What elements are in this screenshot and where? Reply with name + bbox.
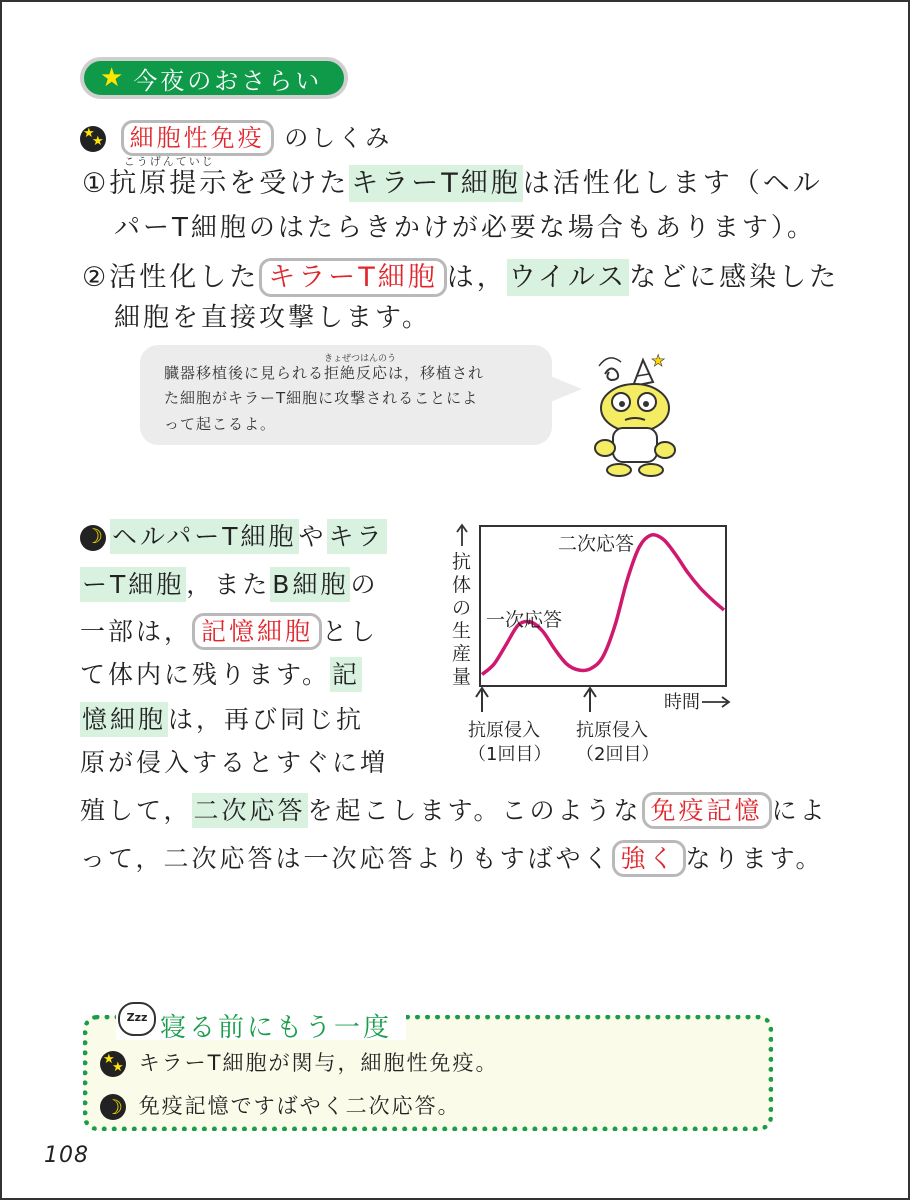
antibody-production-chart bbox=[440, 516, 760, 776]
section2-text: 一部は， bbox=[80, 617, 193, 646]
y-axis-arrow bbox=[457, 525, 467, 546]
frog-head bbox=[601, 384, 669, 432]
item2-text-c: などに感染した bbox=[629, 262, 840, 293]
section2-line3 bbox=[80, 613, 378, 650]
hat-star-icon: ★ bbox=[651, 352, 666, 370]
section2-line5 bbox=[80, 707, 364, 732]
section-title: 今夜のおさらい bbox=[133, 66, 323, 95]
section2-text: や bbox=[298, 522, 327, 551]
highlight-helper-t-cell: ヘルパーT細胞 bbox=[110, 519, 299, 554]
item2-line1 bbox=[82, 258, 839, 297]
y-axis-label-char: の bbox=[452, 597, 472, 619]
ruby-antigen-presentation bbox=[109, 155, 230, 199]
highlight-memory-part1: 記 bbox=[330, 657, 362, 692]
highlight-b-cell: B細胞 bbox=[270, 567, 350, 602]
highlight-memory-part2: 憶細胞 bbox=[80, 702, 168, 737]
boxed-killer-t-cell: キラーT細胞 bbox=[259, 258, 447, 297]
y-axis-label bbox=[452, 525, 471, 688]
boxed-immune-memory: 免疫記憶 bbox=[642, 792, 772, 829]
moon-icon: ☽ bbox=[80, 525, 106, 551]
dizzy-swirl-icon bbox=[599, 358, 621, 380]
item1-line1 bbox=[82, 155, 823, 199]
section2-line6: 原が侵入するとすぐに増 bbox=[80, 748, 389, 777]
x-axis-arrow bbox=[702, 697, 729, 707]
section2-text: は，再び同じ抗 bbox=[168, 705, 365, 734]
review-title: 寝る前にもう一度 bbox=[160, 1013, 393, 1043]
primary-response-label: 一次応答 bbox=[486, 609, 563, 631]
y-axis-label-char: 抗 bbox=[452, 551, 472, 573]
review-line2 bbox=[100, 1090, 461, 1120]
page-number: 108 bbox=[44, 1143, 89, 1168]
highlight-killer-part2: ーT細胞 bbox=[80, 567, 186, 602]
y-axis-label-char: 量 bbox=[452, 666, 472, 688]
frog-coat bbox=[613, 428, 657, 462]
zzz-sleep-icon: Zzz bbox=[118, 1002, 156, 1036]
section2-text: を起こします。このような bbox=[307, 796, 642, 825]
item2-text-a: 活性化した bbox=[109, 262, 260, 293]
review-text: キラーT細胞が関与，細胞性免疫。 bbox=[138, 1051, 499, 1075]
boxed-memory-cell: 記憶細胞 bbox=[192, 613, 322, 650]
party-hat-icon bbox=[633, 360, 653, 386]
section2-line4 bbox=[80, 662, 362, 687]
exposure-arrow-2 bbox=[584, 688, 596, 712]
item2-line2: 細胞を直接攻撃します。 bbox=[114, 303, 431, 333]
boxed-strong: 強く bbox=[612, 840, 686, 877]
highlight-killer-part1: キラ bbox=[327, 519, 387, 554]
exposure2-label: 抗原侵入 bbox=[576, 720, 648, 741]
bubble-text-b: は，移植され bbox=[388, 364, 485, 382]
bubble-line3: って起こるよ。 bbox=[164, 415, 277, 433]
section2-line7 bbox=[80, 792, 828, 829]
review-line1 bbox=[100, 1047, 499, 1077]
y-axis-label-char: 体 bbox=[452, 574, 472, 596]
term-antigen-presentation: 抗原提示 bbox=[109, 168, 230, 199]
exposure1-count: （1回目） bbox=[468, 744, 552, 765]
x-axis-label: 時間 bbox=[664, 692, 700, 713]
bubble-text-a: 臓器移植後に見られる bbox=[164, 364, 325, 382]
secondary-response-label: 二次応答 bbox=[558, 533, 635, 555]
exposure1-label: 抗原侵入 bbox=[468, 720, 540, 741]
bubble-line1 bbox=[164, 354, 485, 383]
y-axis-label-char: 生 bbox=[452, 620, 472, 642]
ruby-text: こうげんていじ bbox=[123, 155, 215, 168]
section2-line8 bbox=[80, 840, 824, 877]
highlight-killer-t-cell: キラーT細胞 bbox=[349, 165, 523, 202]
section-title-banner bbox=[80, 57, 348, 99]
section2-line2 bbox=[80, 572, 378, 597]
ruby-rejection bbox=[324, 354, 397, 383]
section2-text: て体内に残ります。 bbox=[80, 660, 331, 689]
speech-bubble-tail bbox=[548, 375, 582, 403]
stars-night-icon: ★ ★ bbox=[80, 126, 106, 152]
y-axis-label-char: 産 bbox=[452, 643, 472, 665]
term-rejection: 拒絶反応 bbox=[324, 364, 389, 382]
section1-heading bbox=[80, 120, 392, 156]
stars-night-icon: ★ ★ bbox=[100, 1051, 126, 1077]
item2-number: ② bbox=[82, 262, 110, 293]
section2-text: ，また bbox=[186, 570, 271, 599]
heading-term-cellular-immunity: 細胞性免疫 bbox=[121, 120, 274, 156]
section2-text: の bbox=[350, 570, 379, 599]
star-icon: ★ bbox=[100, 63, 124, 93]
section2-text: 殖して， bbox=[80, 796, 192, 825]
highlight-secondary-response: 二次応答 bbox=[192, 793, 308, 828]
section2-line1 bbox=[80, 524, 387, 551]
item2-text-b: は， bbox=[446, 262, 507, 293]
ruby-text: きょぜつはんのう bbox=[324, 354, 397, 364]
section2-text: って，二次応答は一次応答よりもすばやく bbox=[80, 844, 612, 873]
highlight-virus: ウイルス bbox=[507, 259, 629, 296]
section2-text: なります。 bbox=[685, 844, 824, 873]
item1-number: ① bbox=[82, 168, 110, 199]
bubble-line2: た細胞がキラーT細胞に攻撃されることによ bbox=[164, 389, 479, 407]
item1-text-b: は活性化します（ヘル bbox=[522, 168, 823, 199]
item1-line2: パーT細胞のはたらきかけが必要な場合もあります）。 bbox=[114, 213, 816, 243]
frog-mascot-illustration bbox=[585, 352, 685, 480]
moon-icon: ☽ bbox=[100, 1094, 126, 1120]
exposure-arrow-1 bbox=[476, 688, 488, 712]
review-text: 免疫記憶ですばやく二次応答。 bbox=[138, 1094, 461, 1118]
item1-text-a: を受けた bbox=[229, 168, 350, 199]
exposure2-count: （2回目） bbox=[576, 744, 660, 765]
section2-text: によ bbox=[771, 796, 828, 825]
heading-suffix: のしくみ bbox=[284, 124, 393, 152]
section2-text: とし bbox=[322, 617, 379, 646]
